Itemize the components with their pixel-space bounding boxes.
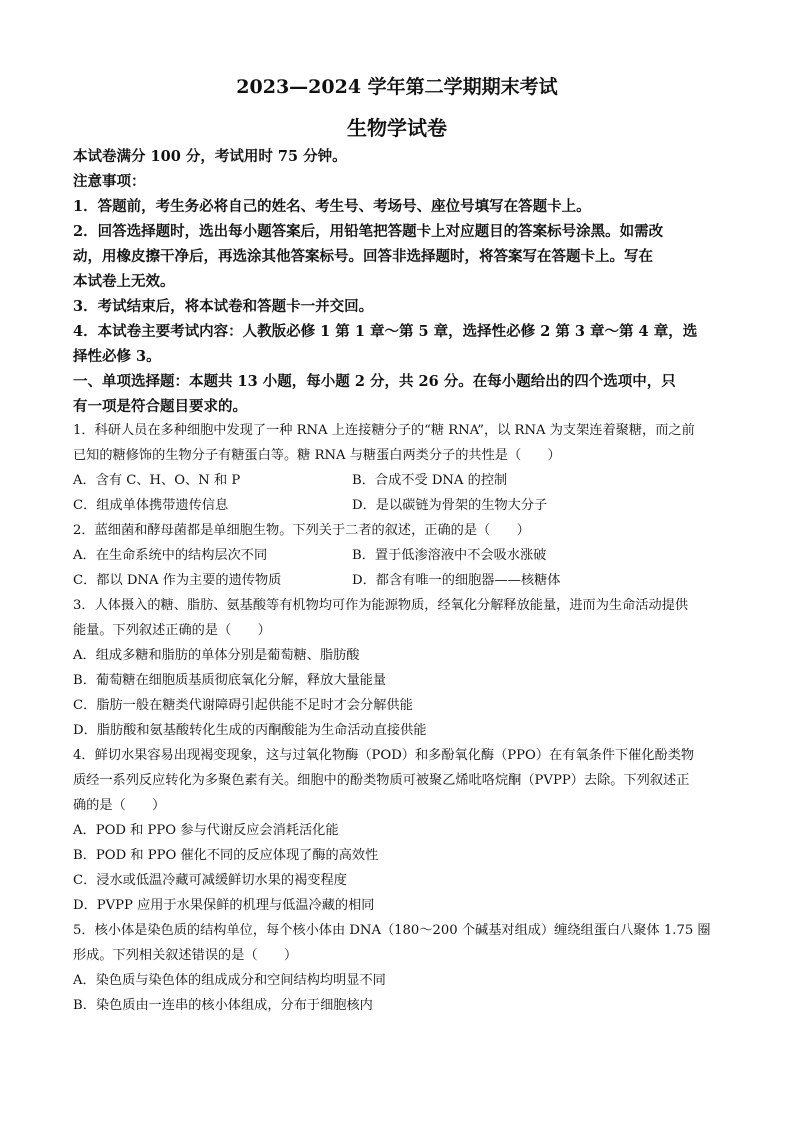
section-heading-line-1: 一、单项选择题：本题共 13 小题，每小题 2 分，共 26 分。在每小题给出的四个选项中，只 [73,373,676,390]
q4-option-a: A．POD 和 PPO 参与代谢反应会消耗活化能 [73,823,339,838]
q1-option-c: C．组成单体携带遗传信息 [73,498,229,513]
q2-option-a: A．在生命系统中的结构层次不同 [73,548,268,563]
q4-option-d: D．PVPP 应用于水果保鲜的机理与低温冷藏的相同 [73,898,375,913]
q1-stem-line-1: 1．科研人员在多种细胞中发现了一种 RNA 上连接糖分子的“糖 RNA”，以 RNA 为支架连着聚糖，而之前 [73,423,695,438]
notice-item-1: 1．答题前，考生务必将自己的姓名、考生号、考场号、座位号填写在答题卡上。 [73,198,591,215]
exam-subject: 生物学试卷 [347,116,447,140]
notice-item-4-line-2: 择性必修 3。 [73,348,161,365]
q4-stem-line-2: 质经一系列反应转化为多聚色素有关。细胞中的酚类物质可被聚乙烯吡咯烷酮（PVPP）去除。下列叙述正 [73,773,690,788]
q5-stem-line-2: 形成。下列相关叙述错误的是（ ） [73,948,298,963]
q5-option-a: A．染色质与染色体的组成成分和空间结构均明显不同 [73,973,386,988]
q5-option-b: B．染色质由一连串的核小体组成，分布于细胞核内 [73,998,373,1013]
q4-stem-line-1: 4．鲜切水果容易出现褐变现象，这与过氧化物酶（POD）和多酚氧化酶（PPO）在有氧条件下催化酚类物 [73,748,695,763]
notice-heading: 注意事项： [73,173,146,190]
q3-option-b: B．葡萄糖在细胞质基质彻底氧化分解，释放大量能量 [73,673,387,688]
q3-stem-line-2: 能量。下列叙述正确的是（ ） [73,623,271,638]
q3-stem-line-1: 3．人体摄入的糖、脂肪、氨基酸等有机物均可作为能源物质，经氧化分解释放能量，进而为生命活动提供 [73,598,689,613]
q2-option-d: D．都含有唯一的细胞器——核糖体 [352,573,561,588]
notice-item-2-line-1: 2．回答选择题时，选出每小题答案后，用铅笔把答题卡上对应题目的答案标号涂黑。如需改 [73,223,664,240]
q5-stem-line-1: 5．核小体是染色质的结构单位，每个核小体由 DNA（180～200 个碱基对组成）缠绕组蛋白八聚体 1.75 圈 [73,923,711,938]
q1-stem-line-2: 已知的糖修饰的生物分子有糖蛋白等。糖 RNA 与糖蛋白两类分子的共性是（ ） [73,448,561,463]
q2-option-b: B．置于低渗溶液中不会吸水涨破 [352,548,547,563]
q4-stem-line-3: 确的是（ ） [73,798,166,813]
section-heading-line-2: 有一项是符合题目要求的。 [73,398,247,415]
notice-item-3: 3．考试结束后，将本试卷和答题卡一并交回。 [73,298,374,315]
q3-option-c: C．脂肪一般在糖类代谢障碍引起供能不足时才会分解供能 [73,698,413,713]
q2-option-c: C．都以 DNA 作为主要的遗传物质 [73,573,282,588]
notice-item-2-line-2: 动，用橡皮擦干净后，再选涂其他答案标号。回答非选择题时，将答案写在答题卡上。写在 [73,248,653,265]
q1-option-a: A．含有 C、H、O、N 和 P [73,473,241,488]
q1-option-b: B．合成不受 DNA 的控制 [352,473,508,488]
q3-option-d: D．脂肪酸和氨基酸转化生成的丙酮酸能为生命活动直接供能 [73,723,427,738]
q4-option-c: C．浸水或低温冷藏可减缓鲜切水果的褐变程度 [73,873,347,888]
exam-title: 2023—2024 学年第二学期期末考试 [236,76,558,98]
q4-option-b: B．POD 和 PPO 催化不同的反应体现了酶的高效性 [73,848,379,863]
q3-option-a: A．组成多糖和脂肪的单体分别是葡萄糖、脂肪酸 [73,648,360,663]
exam-intro: 本试卷满分 100 分，考试用时 75 分钟。 [73,148,347,165]
q2-stem-line-1: 2．蓝细菌和酵母菌都是单细胞生物。下列关于二者的叙述，正确的是（ ） [73,523,530,538]
notice-item-2-line-3: 本试卷上无效。 [73,273,175,290]
notice-item-4-line-1: 4．本试卷主要考试内容：人教版必修 1 第 1 章～第 5 章，选择性必修 2 第 3 章～第 4 章，选 [73,323,698,340]
q1-option-d: D．是以碳链为骨架的生物大分子 [352,498,548,513]
